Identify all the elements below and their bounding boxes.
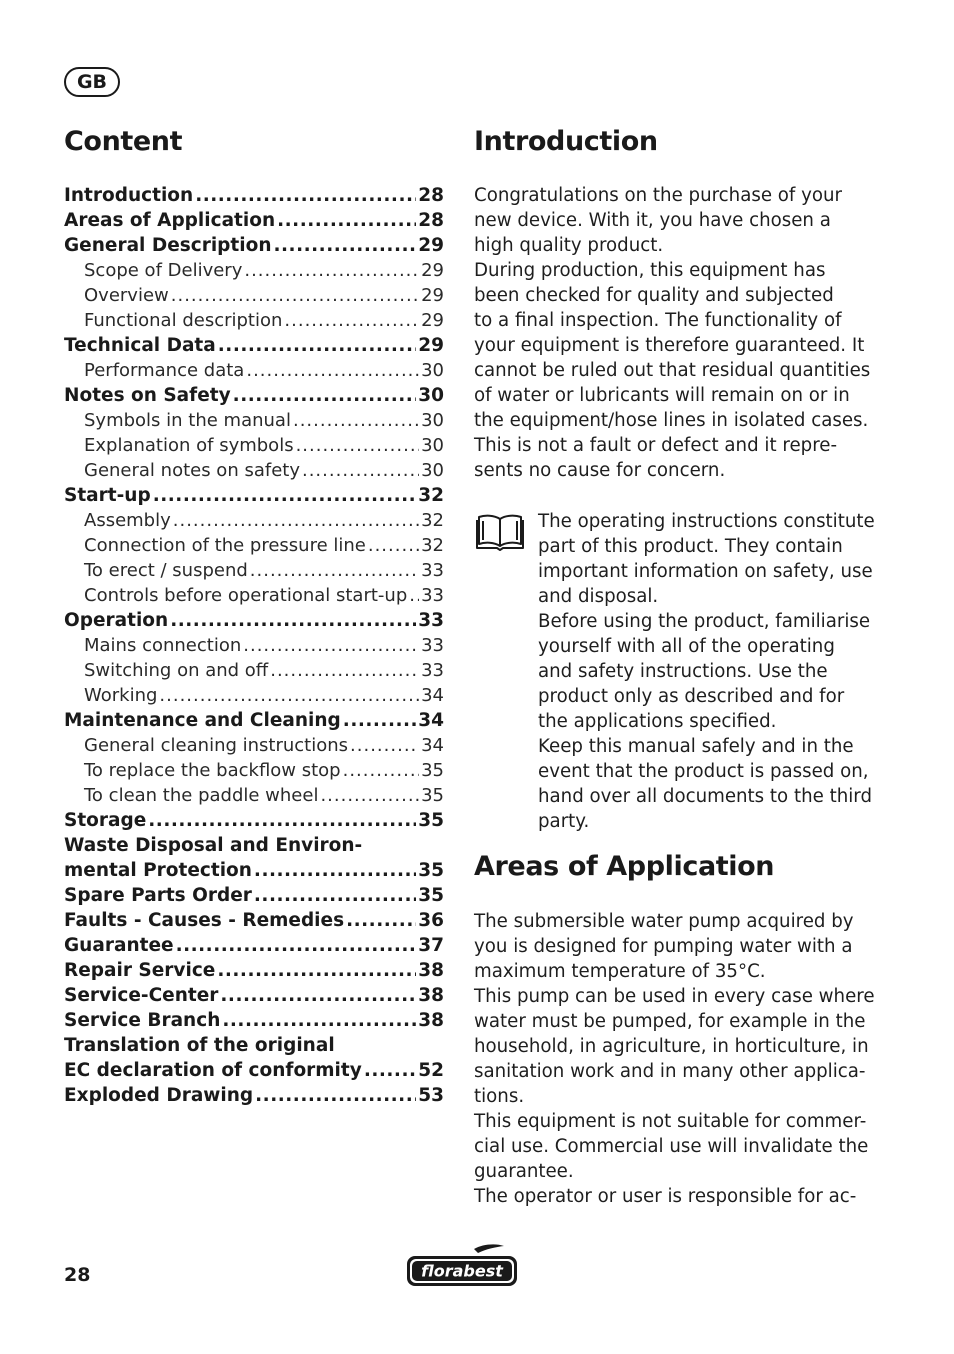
toc-entry [64,483,444,508]
toc-leader-dots [250,558,419,583]
text-line: maximum temperature of 35°C. [474,961,766,982]
toc-entry-title: Start-up [64,485,151,506]
toc-leader-dots [255,1083,416,1108]
toc-entry-page: 32 [418,485,444,506]
text-line: of water or lubricants will remain on or in [474,385,850,406]
toc-entry [64,858,444,883]
toc-leader-dots [254,883,416,908]
areas-of-application-heading: Areas of Application [474,851,775,882]
toc-entry-page: 34 [421,735,444,756]
text-line: new device. With it, you have chosen a [474,210,831,231]
toc-leader-dots [220,983,416,1008]
toc-entry-title: General Description [64,235,272,256]
toc-leader-dots [217,958,416,983]
toc-leader-dots [246,358,419,383]
toc-entry-title: To erect / suspend [84,560,248,581]
toc-entry [64,683,444,708]
toc-entry [64,583,444,608]
toc-entry-title: Switching on and off [84,660,269,681]
text-line: the equipment/hose lines in isolated cases. [474,410,869,431]
toc-leader-dots [409,583,419,608]
text-line: the applications specified. [538,711,777,732]
toc-entry-page: 37 [418,935,444,956]
toc-entry-title: Operation [64,610,169,631]
toc-entry [64,233,444,258]
toc-leader-dots [343,758,419,783]
toc-leader-dots [176,933,417,958]
toc-leader-dots [233,383,417,408]
toc-leader-dots [350,733,419,758]
toc-entry [64,933,444,958]
toc-leader-dots [195,183,416,208]
toc-entry-page: 30 [421,435,444,456]
toc-entry-page: 29 [418,235,444,256]
toc-entry-page: 29 [421,310,444,331]
toc-leader-dots [302,458,419,483]
toc-entry [64,633,444,658]
toc-entry-title: Scope of Delivery [84,260,243,281]
toc-entry-page: 29 [421,285,444,306]
text-line: cial use. Commercial use will invalidate the [474,1136,869,1157]
toc-entry [64,433,444,458]
toc-entry-title: Translation of the original [64,1035,335,1056]
toc-entry-title: Introduction [64,185,194,206]
toc-entry-title: Repair Service [64,960,216,981]
text-line: you is designed for pumping water with a [474,936,853,957]
toc-entry-page: 38 [418,1010,444,1031]
toc-entry-page: 29 [418,335,444,356]
text-line: your equipment is therefore guaranteed. It [474,335,865,356]
text-line: household, in agriculture, in horticulture, in [474,1036,869,1057]
toc-entry-title: Functional description [84,310,283,331]
toc-entry-title: Working [84,685,158,706]
toc-leader-dots [320,783,419,808]
toc-entry-page: 29 [421,260,444,281]
toc-entry-title: Connection of the pressure line [84,535,366,556]
text-line: The operator or user is responsible for ac- [474,1186,857,1207]
toc-entry [64,458,444,483]
toc-entry [64,1058,444,1083]
text-line: tions. [474,1086,525,1107]
toc-entry [64,833,444,858]
toc-leader-dots [148,808,416,833]
text-line: party. [538,811,590,832]
toc-leader-dots [173,508,419,533]
toc-entry-page: 52 [418,1060,444,1081]
toc-entry [64,258,444,283]
toc-leader-dots [159,683,419,708]
text-line: The operating instructions constitute [538,511,875,532]
book-icon [475,513,525,551]
text-line: hand over all documents to the third [538,786,872,807]
toc-entry-title: To clean the paddle wheel [84,785,319,806]
toc-leader-dots [153,483,417,508]
toc-entry-title: Controls before operational start-up [84,585,408,606]
text-line: and safety instructions. Use the [538,661,828,682]
text-line: This is not a fault or defect and it repre- [474,435,838,456]
toc-entry [64,183,444,208]
toc-entry-title: Waste Disposal and Environ- [64,835,363,856]
toc-entry-title: General cleaning instructions [84,735,349,756]
toc-entry-page: 36 [418,910,444,931]
introduction-body [474,183,871,483]
toc-leader-dots [218,333,416,358]
toc-entry-page: 35 [421,760,444,781]
toc-entry-page: 33 [418,610,444,631]
toc-entry [64,958,444,983]
toc-leader-dots [270,658,419,683]
toc-entry [64,333,444,358]
toc-entry [64,808,444,833]
toc-entry [64,358,444,383]
toc-entry-page: 33 [421,560,444,581]
toc-entry [64,308,444,333]
toc-entry-page: 30 [418,385,444,406]
toc-entry-title: Faults - Causes - Remedies [64,910,345,931]
toc-entry-page: 30 [421,360,444,381]
toc-entry-title: To replace the backflow stop [84,760,341,781]
toc-entry-page: 28 [418,185,444,206]
areas-of-application-body [474,909,875,1209]
toc-entry-title: Spare Parts Order [64,885,252,906]
toc-entry [64,1008,444,1033]
toc-entry [64,558,444,583]
text-line: This pump can be used in every case where [474,986,875,1007]
toc-entry [64,983,444,1008]
toc-entry-title: General notes on safety [84,460,300,481]
text-line: sanitation work and in many other applica- [474,1061,866,1082]
toc-leader-dots [274,233,417,258]
toc-leader-dots [243,633,419,658]
toc-entry [64,783,444,808]
toc-entry-page: 38 [418,985,444,1006]
text-line: Congratulations on the purchase of your [474,185,843,206]
toc-entry-page: 53 [418,1085,444,1106]
toc-leader-dots [343,708,416,733]
toc-entry [64,383,444,408]
toc-entry [64,1083,444,1108]
toc-entry-title: Maintenance and Cleaning [64,710,341,731]
toc-entry-page: 32 [421,535,444,556]
text-line: cannot be ruled out that residual quantities [474,360,871,381]
toc-entry [64,658,444,683]
text-line: to a final inspection. The functionality of [474,310,842,331]
toc-entry-title: Guarantee [64,935,174,956]
toc-entry-page: 28 [418,210,444,231]
toc-entry-title: Notes on Safety [64,385,231,406]
toc-entry [64,408,444,433]
toc-entry-page: 34 [421,685,444,706]
toc-entry [64,508,444,533]
page-number: 28 [64,1264,91,1286]
toc-entry [64,283,444,308]
text-line: high quality product. [474,235,664,256]
text-line: This equipment is not suitable for commer- [474,1111,867,1132]
toc-leader-dots [254,858,416,883]
toc-entry-page: 33 [421,585,444,606]
toc-entry-title: Performance data [84,360,245,381]
table-of-contents [64,183,444,1108]
toc-entry-page: 35 [421,785,444,806]
toc-entry-title: Exploded Drawing [64,1085,254,1106]
florabest-logo [404,1243,520,1289]
text-line: product only as described and for [538,686,845,707]
toc-entry-page: 34 [418,710,444,731]
content-heading: Content [64,126,183,157]
text-line: guarantee. [474,1161,574,1182]
language-badge: GB [64,67,120,97]
toc-entry-page: 35 [418,810,444,831]
text-line: and disposal. [538,586,659,607]
toc-leader-dots [368,533,419,558]
toc-entry-page: 33 [421,635,444,656]
toc-entry [64,208,444,233]
toc-entry-page: 30 [421,410,444,431]
toc-leader-dots [170,608,416,633]
toc-entry-page: 35 [418,860,444,881]
toc-leader-dots [346,908,416,933]
toc-leader-dots [277,208,416,233]
toc-leader-dots [293,408,419,433]
toc-entry-title: Service Branch [64,1010,221,1031]
text-line: During production, this equipment has [474,260,826,281]
text-line: Keep this manual safely and in the [538,736,854,757]
toc-entry-title: Explanation of symbols [84,435,294,456]
toc-leader-dots [171,283,419,308]
toc-leader-dots [222,1008,416,1033]
toc-entry [64,883,444,908]
text-line: sents no cause for concern. [474,460,726,481]
toc-entry [64,1033,444,1058]
toc-entry-title: Mains connection [84,635,242,656]
toc-entry [64,608,444,633]
toc-entry-page: 30 [421,460,444,481]
toc-entry [64,733,444,758]
toc-entry [64,758,444,783]
notice-body [538,509,875,834]
text-line: been checked for quality and subjected [474,285,834,306]
toc-entry-title: mental Protection [64,860,252,881]
toc-leader-dots [284,308,419,333]
text-line: event that the product is passed on, [538,761,869,782]
toc-leader-dots [296,433,420,458]
toc-entry-title: Technical Data [64,335,216,356]
toc-entry [64,533,444,558]
toc-entry [64,908,444,933]
toc-leader-dots [244,258,419,283]
toc-entry-title: Areas of Application [64,210,276,231]
text-line: yourself with all of the operating [538,636,835,657]
toc-entry-title: Storage [64,810,147,831]
text-line: important information on safety, use [538,561,873,582]
brand-wordmark: florabest [421,1261,503,1281]
text-line: part of this product. They contain [538,536,843,557]
toc-entry-title: Symbols in the manual [84,410,291,431]
toc-entry-title: Overview [84,285,169,306]
toc-entry-page: 35 [418,885,444,906]
toc-entry-title: EC declaration of conformity [64,1060,362,1081]
toc-entry-page: 32 [421,510,444,531]
toc-entry-title: Assembly [84,510,171,531]
toc-entry-page: 38 [418,960,444,981]
introduction-heading: Introduction [474,126,658,157]
toc-entry-page: 33 [421,660,444,681]
toc-leader-dots [364,1058,416,1083]
toc-entry-title: Service-Center [64,985,219,1006]
text-line: The submersible water pump acquired by [474,911,854,932]
toc-entry [64,708,444,733]
text-line: Before using the product, familiarise [538,611,871,632]
text-line: water must be pumped, for example in the [474,1011,866,1032]
